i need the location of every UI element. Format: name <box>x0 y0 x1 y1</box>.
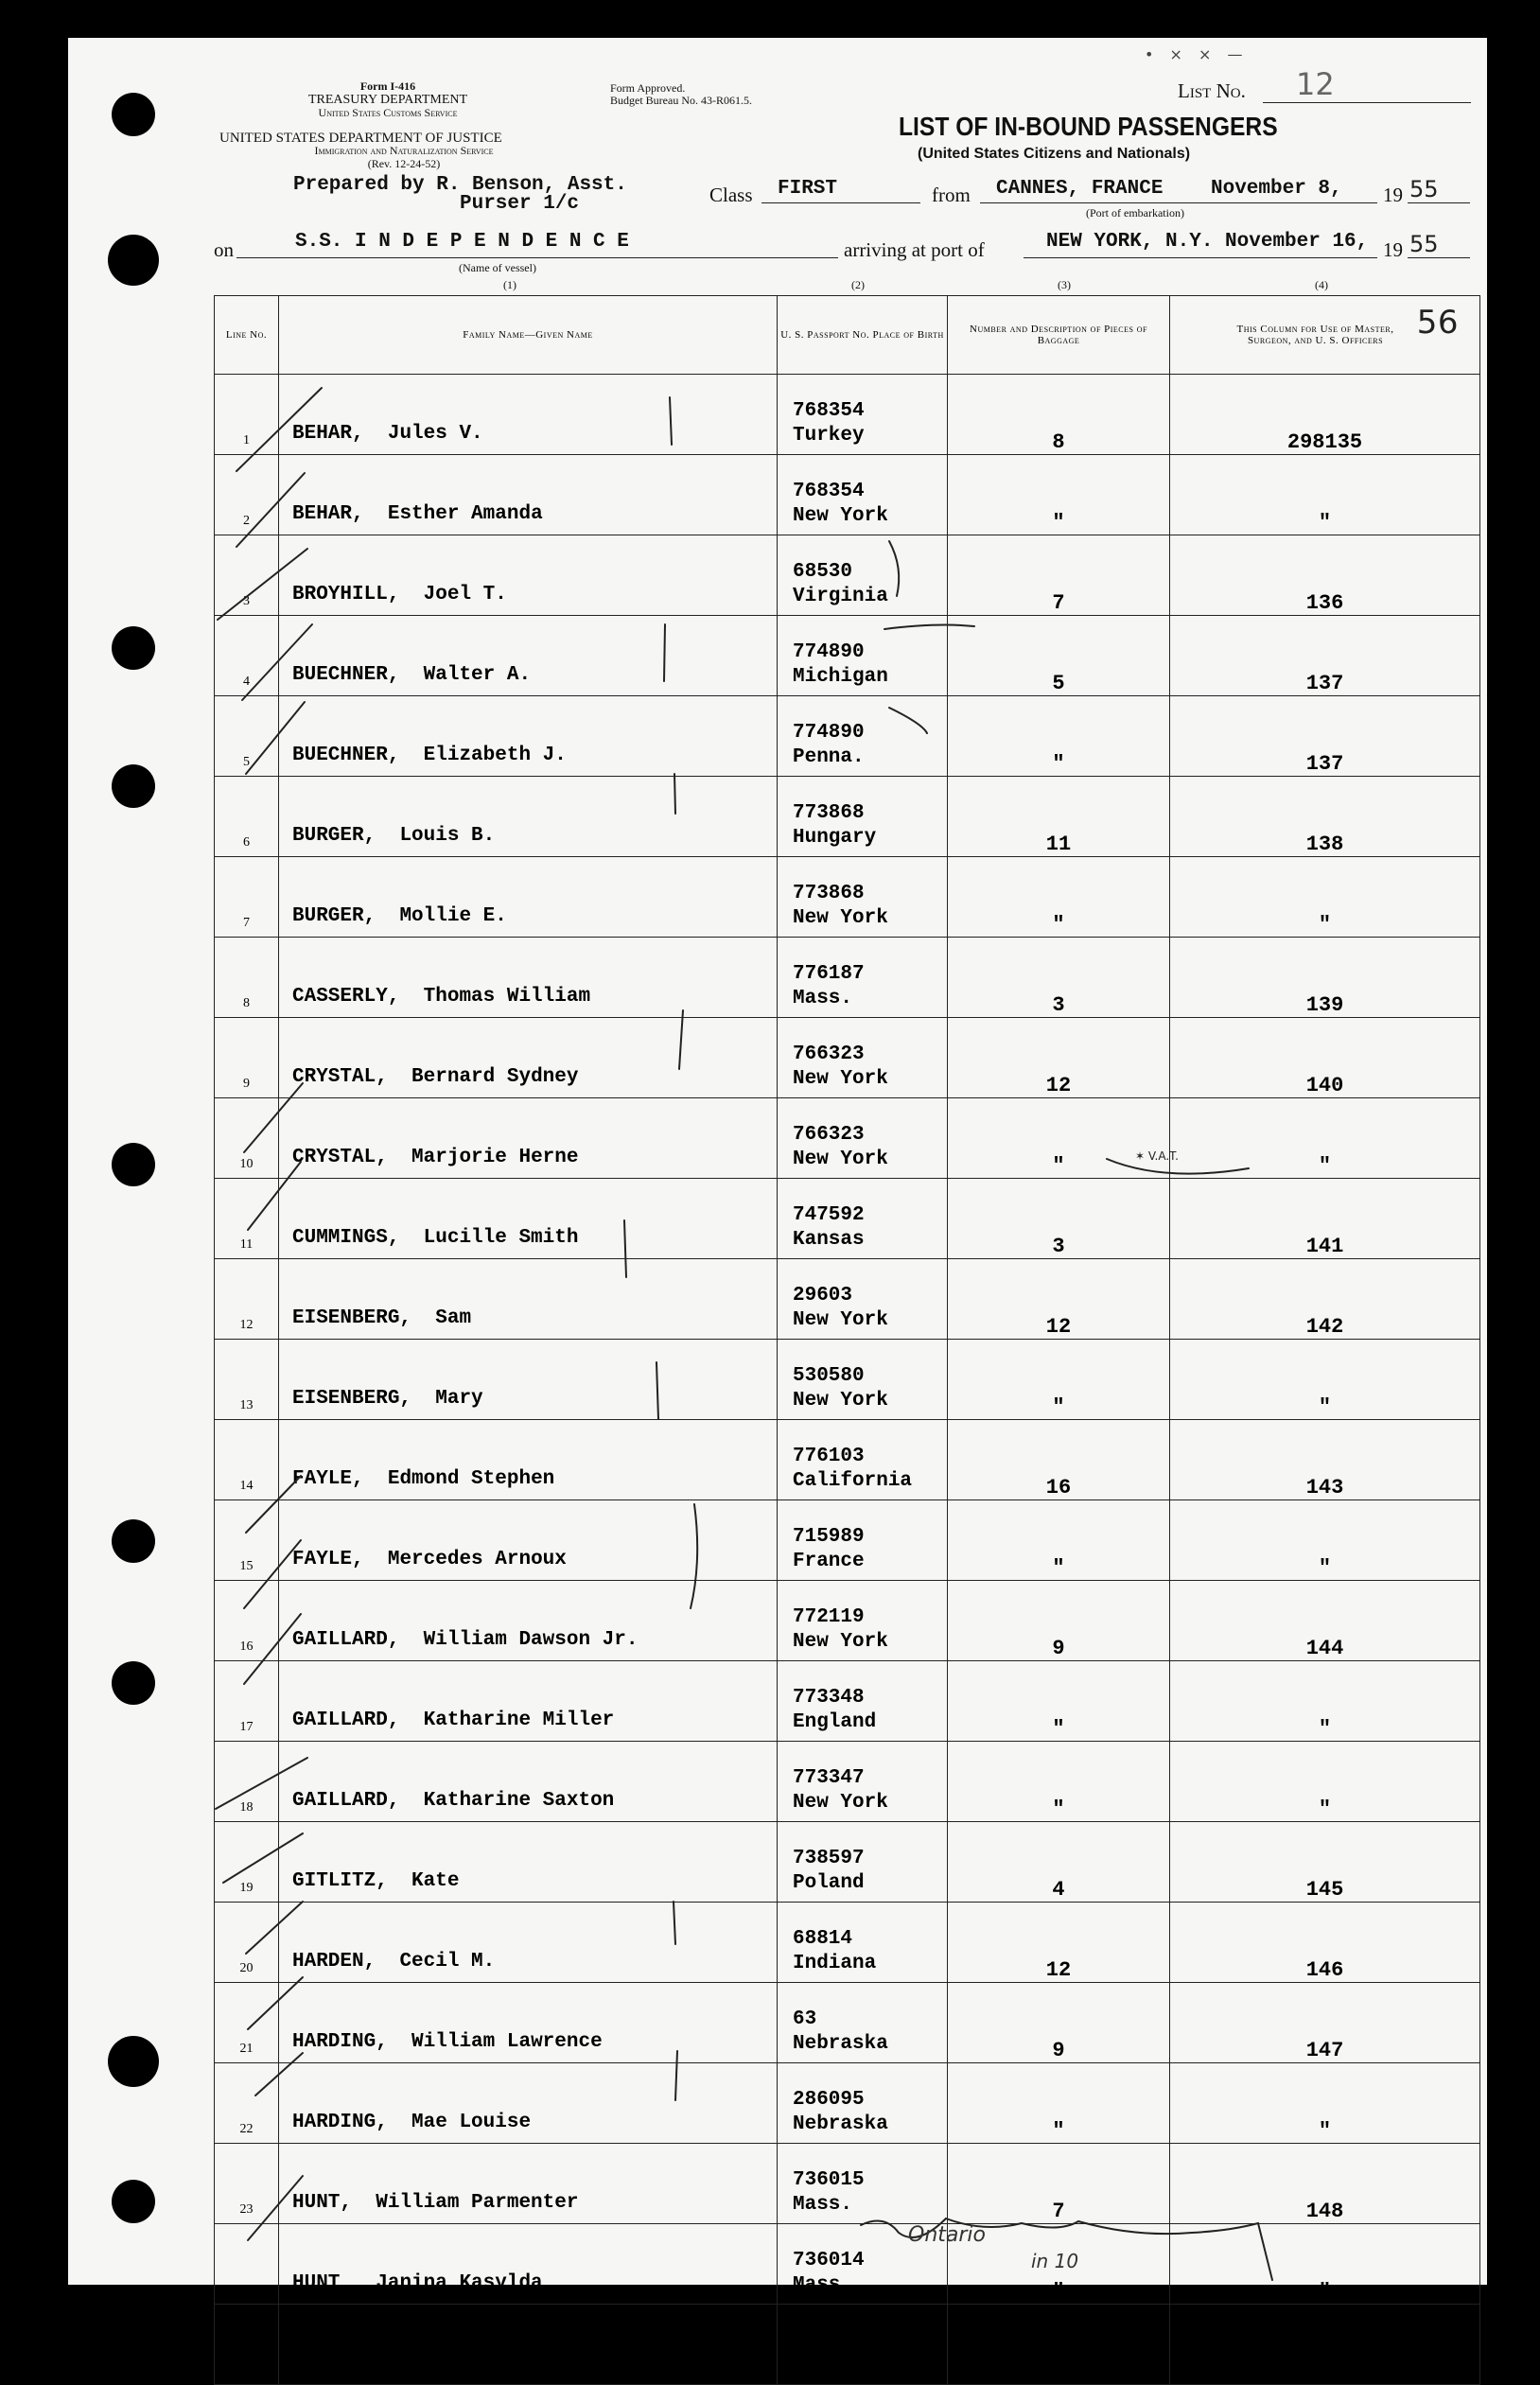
passport-number: 774890 <box>793 722 865 744</box>
ins-label: Immigration and Naturalization Service <box>314 144 494 157</box>
passport-number: 747592 <box>793 1204 865 1226</box>
line-number: 12 <box>215 1259 279 1340</box>
col-num-4: (4) <box>1315 278 1328 291</box>
line-number: 25 <box>215 2305 279 2385</box>
signature: Ontario <box>908 2223 986 2247</box>
baggage-count: " <box>948 1742 1170 1822</box>
given-name: Bernard Sydney <box>411 1066 579 1088</box>
passport-number: 776187 <box>793 963 865 985</box>
family-name: CRYSTAL, <box>292 1066 388 1088</box>
line-number: 13 <box>215 1340 279 1420</box>
baggage-count: 12 <box>948 1903 1170 1983</box>
officer-number: " <box>1170 1742 1480 1822</box>
baggage-count: " <box>948 1098 1170 1179</box>
given-name: William Lawrence <box>411 2031 603 2053</box>
place-of-birth: Penna. <box>793 746 865 768</box>
line-number: 2 <box>215 455 279 535</box>
passport-number: 68814 <box>793 1928 853 1950</box>
baggage-count: " <box>948 2063 1170 2144</box>
col-header-baggage: Number and Description of Pieces of Baggage <box>948 296 1170 375</box>
place-of-birth: Nebraska <box>793 2113 888 2135</box>
family-name: CUMMINGS, <box>292 1227 400 1249</box>
passport-number: 738597 <box>793 1848 865 1869</box>
customs-label: United States Customs Service <box>318 106 458 119</box>
col-header-name: Family Name—Given Name <box>279 296 778 375</box>
officer-number: 139 <box>1170 938 1480 1018</box>
family-name: GAILLARD, <box>292 1710 400 1731</box>
given-name: Walter A. <box>423 664 532 686</box>
officer-number: 145 <box>1170 1822 1480 1903</box>
place-of-birth: Poland <box>793 1872 865 1894</box>
place-of-birth: Nebraska <box>793 2033 888 2055</box>
line-number: 15 <box>215 1500 279 1581</box>
line-number: 21 <box>215 1983 279 2063</box>
place-of-birth: New York <box>793 1309 888 1331</box>
family-name: GITLITZ, <box>292 1870 388 1892</box>
officer-number: 298135 <box>1170 375 1480 455</box>
line-number: 22 <box>215 2063 279 2144</box>
passport-number: 530580 <box>793 1365 865 1387</box>
line-number: 23 <box>215 2144 279 2224</box>
margin-marks: • × × — <box>1145 45 1249 63</box>
baggage-count: 7 <box>948 2144 1170 2224</box>
line-number: 3 <box>215 535 279 616</box>
passport-number: 768354 <box>793 481 865 502</box>
line-number: 20 <box>215 1903 279 1983</box>
prepared-by: Prepared by R. Benson, Asst. <box>293 174 627 196</box>
passport-number: 772119 <box>793 1606 865 1628</box>
baggage-count: " <box>948 2224 1170 2305</box>
arriving-value: NEW YORK, N.Y. November 16, <box>1046 231 1369 253</box>
family-name: CASSERLY, <box>292 986 400 1008</box>
on-label: on <box>214 238 234 261</box>
passport-number: 286095 <box>793 2089 865 2111</box>
passport-number: 29603 <box>793 1285 853 1306</box>
place-of-birth: California <box>793 1470 913 1492</box>
given-name: Cecil M. <box>399 1951 496 1973</box>
officer-number: 138 <box>1170 777 1480 857</box>
officer-number: " <box>1170 1500 1480 1581</box>
from-year: 55 <box>1409 176 1439 202</box>
given-name: Lucille Smith <box>423 1227 579 1249</box>
officer-number: " <box>1170 2224 1480 2305</box>
passport-number: 773868 <box>793 883 865 904</box>
given-name: Joel T. <box>423 584 507 605</box>
officer-number: " <box>1170 455 1480 535</box>
given-name: Jules V. <box>387 423 483 445</box>
signature-note: in 10 <box>1031 2250 1079 2272</box>
baggage-count: 8 <box>948 375 1170 455</box>
line-number: 8 <box>215 938 279 1018</box>
class-value: FIRST <box>778 178 838 200</box>
baggage-count: " <box>948 857 1170 938</box>
passport-number: 736014 <box>793 2250 865 2271</box>
officer-number: 136 <box>1170 535 1480 616</box>
from-date: November 8, <box>1211 178 1342 200</box>
given-name: Louis B. <box>399 825 496 847</box>
baggage-count: 11 <box>948 777 1170 857</box>
line-number: 4 <box>215 616 279 696</box>
list-no-value: 12 <box>1296 66 1335 102</box>
col-header-line-no: Line No. <box>215 296 279 375</box>
baggage-count: 9 <box>948 1581 1170 1661</box>
col-num-2: (2) <box>851 278 865 291</box>
list-no-label: List No. <box>1178 79 1246 102</box>
baggage-count: 5 <box>948 616 1170 696</box>
officer-number: " <box>1170 1661 1480 1742</box>
passport-number: 768354 <box>793 400 865 422</box>
officer-number: " <box>1170 2063 1480 2144</box>
col-num-3: (3) <box>1058 278 1071 291</box>
officer-number: 149 <box>1170 2305 1480 2385</box>
family-name: GAILLARD, <box>292 1629 400 1651</box>
place-of-birth: Mass. <box>793 2274 853 2296</box>
col-header-officers: This Column for Use of Master, Surgeon, and U. S. Officers 56 <box>1170 296 1480 375</box>
page-subtitle: (United States Citizens and Nationals) <box>918 146 1191 162</box>
baggage-count: 16 <box>948 1420 1170 1500</box>
given-name: Edmond Stephen <box>387 1468 555 1490</box>
given-name: Thomas William <box>423 986 591 1008</box>
line-number: 9 <box>215 1018 279 1098</box>
family-name: JOYCE, <box>292 2353 364 2375</box>
passport-number: 774890 <box>793 641 865 663</box>
page-title: LIST OF IN-BOUND PASSENGERS <box>899 112 1278 141</box>
family-name: BEHAR, <box>292 503 364 525</box>
arriving-label: arriving at port of <box>844 238 985 261</box>
given-name: Janina Kasylda <box>376 2272 543 2294</box>
form-number: Form I-416 <box>359 79 416 93</box>
family-name: HARDING, <box>292 2031 388 2053</box>
baggage-count: 9 <box>948 1983 1170 2063</box>
family-name: HARDEN, <box>292 1951 376 1973</box>
justice-label: UNITED STATES DEPARTMENT OF JUSTICE <box>219 131 502 146</box>
place-of-birth: New York <box>793 1792 888 1814</box>
given-name: Katharine Miller <box>423 1710 615 1731</box>
officer-number: " <box>1170 1340 1480 1420</box>
line-number: 16 <box>215 1581 279 1661</box>
vessel-name: S.S. I N D E P E N D E N C E <box>295 231 629 253</box>
budget-number: Budget Bureau No. 43-R061.5. <box>610 94 752 107</box>
line-number: 5 <box>215 696 279 777</box>
baggage-count: 3 <box>948 938 1170 1018</box>
baggage-count: 7 <box>948 535 1170 616</box>
given-name: Mae Louise <box>411 2112 532 2133</box>
family-name: BURGER, <box>292 905 376 927</box>
place-of-birth: New York <box>793 1149 888 1170</box>
officer-number: " <box>1170 1098 1480 1179</box>
prepared-by-title: Purser 1/c <box>460 193 580 215</box>
baggage-count: " <box>948 1500 1170 1581</box>
family-name: BUECHNER, <box>292 664 400 686</box>
officer-number: 143 <box>1170 1420 1480 1500</box>
place-of-birth: Mass. <box>793 2194 853 2216</box>
baggage-count: 3 <box>948 1179 1170 1259</box>
baggage-count: " <box>948 696 1170 777</box>
passport-number: 773348 <box>793 1687 865 1709</box>
from-value: CANNES, FRANCE <box>996 178 1164 200</box>
given-name: Elizabeth J. <box>423 745 567 766</box>
arriving-year: 55 <box>1409 231 1439 257</box>
officer-number: " <box>1170 857 1480 938</box>
officer-number: 144 <box>1170 1581 1480 1661</box>
officer-number: 137 <box>1170 696 1480 777</box>
place-of-birth: New York <box>793 1068 888 1090</box>
passport-number: 773347 <box>793 1767 865 1789</box>
family-name: HUNT, <box>292 2192 353 2214</box>
family-name: CRYSTAL, <box>292 1147 388 1168</box>
place-of-birth: Hungary <box>793 827 877 849</box>
place-of-birth: Michigan <box>793 666 888 688</box>
row11-mark: ✶ V.A.T. <box>1135 1149 1179 1163</box>
line-number: 17 <box>215 1661 279 1742</box>
line-number: 7 <box>215 857 279 938</box>
place-of-birth: Mass. <box>793 988 853 1009</box>
baggage-count: " <box>948 1661 1170 1742</box>
family-name: GAILLARD, <box>292 1790 400 1812</box>
officer-number: 137 <box>1170 616 1480 696</box>
col-num-1: (1) <box>503 278 516 291</box>
line-number: 6 <box>215 777 279 857</box>
from-label: from <box>932 184 971 206</box>
line-number: 10 <box>215 1098 279 1179</box>
place-of-birth: Kansas <box>793 1229 865 1251</box>
line-number: 1 <box>215 375 279 455</box>
family-name: FAYLE, <box>292 1468 364 1490</box>
place-of-birth: Indiana <box>793 1953 877 1974</box>
officer-number: 147 <box>1170 1983 1480 2063</box>
passport-number: 63 <box>793 2008 817 2030</box>
place-of-birth: France <box>793 1551 865 1572</box>
passport-number: 1816 <box>793 2330 841 2352</box>
line-number: 19 <box>215 1822 279 1903</box>
line-number: 24 <box>215 2224 279 2305</box>
place-of-birth: Penna. <box>793 2355 865 2376</box>
baggage-count: 12 <box>948 1259 1170 1340</box>
family-name: HARDING, <box>292 2112 388 2133</box>
family-name: BUECHNER, <box>292 745 400 766</box>
family-name: BROYHILL, <box>292 584 400 605</box>
passport-number: 736015 <box>793 2169 865 2191</box>
family-name: BURGER, <box>292 825 376 847</box>
given-name: Sam <box>435 1307 472 1329</box>
year-prefix: 19 <box>1383 184 1403 206</box>
officer-number: 148 <box>1170 2144 1480 2224</box>
place-of-birth: New York <box>793 1390 888 1412</box>
given-name: Esther Amanda <box>387 503 543 525</box>
line-number: 14 <box>215 1420 279 1500</box>
place-of-birth: Virginia <box>793 586 888 607</box>
place-of-birth: New York <box>793 505 888 527</box>
passport-number: 776103 <box>793 1446 865 1467</box>
officer-number: 140 <box>1170 1018 1480 1098</box>
passport-number: 766323 <box>793 1043 865 1065</box>
family-name: FAYLE, <box>292 1549 364 1570</box>
officer-number: 141 <box>1170 1179 1480 1259</box>
page-mark: 56 <box>1416 304 1459 342</box>
given-name: Marjorie Herne <box>411 1147 579 1168</box>
officer-number: 146 <box>1170 1903 1480 1983</box>
baggage-count: " <box>948 1340 1170 1420</box>
place-of-birth: Turkey <box>793 425 865 447</box>
officer-number: 142 <box>1170 1259 1480 1340</box>
family-name: BEHAR, <box>292 423 364 445</box>
rev-label: (Rev. 12-24-52) <box>367 157 441 170</box>
baggage-count: 12 <box>948 1018 1170 1098</box>
family-name: HUNT, <box>292 2272 353 2294</box>
given-name: Mercedes Arnoux <box>387 1549 567 1570</box>
passport-number: 68530 <box>793 561 853 583</box>
treasury-label: TREASURY DEPARTMENT <box>307 93 468 107</box>
baggage-count: " <box>948 455 1170 535</box>
given-name: Kate <box>411 1870 460 1892</box>
place-of-birth: New York <box>793 907 888 929</box>
place-of-birth: England <box>793 1711 877 1733</box>
baggage-count: 4 <box>948 1822 1170 1903</box>
arriving-year-prefix: 19 <box>1383 238 1403 261</box>
given-name: Mollie E. <box>399 905 507 927</box>
given-name: William Dawson Jr. <box>423 1629 639 1651</box>
class-label: Class <box>709 184 753 206</box>
passport-number: 766323 <box>793 1124 865 1146</box>
passport-number: 773868 <box>793 802 865 824</box>
form-approved: Form Approved. <box>610 81 686 95</box>
line-number: 18 <box>215 1742 279 1822</box>
embarkation-caption: (Port of embarkation) <box>1086 206 1184 219</box>
place-of-birth: New York <box>793 1631 888 1653</box>
line-number: 11 <box>215 1179 279 1259</box>
col-header-passport: U. S. Passport No. Place of Birth <box>778 296 948 375</box>
passport-number: 715989 <box>793 1526 865 1548</box>
family-name: EISENBERG, <box>292 1388 412 1410</box>
vessel-caption: (Name of vessel) <box>459 261 536 274</box>
given-name: William Parmenter <box>376 2192 579 2214</box>
given-name: Katharine Saxton <box>423 1790 615 1812</box>
given-name: Joanna K. Bray <box>387 2353 555 2375</box>
family-name: EISENBERG, <box>292 1307 412 1329</box>
given-name: Mary <box>435 1388 483 1410</box>
